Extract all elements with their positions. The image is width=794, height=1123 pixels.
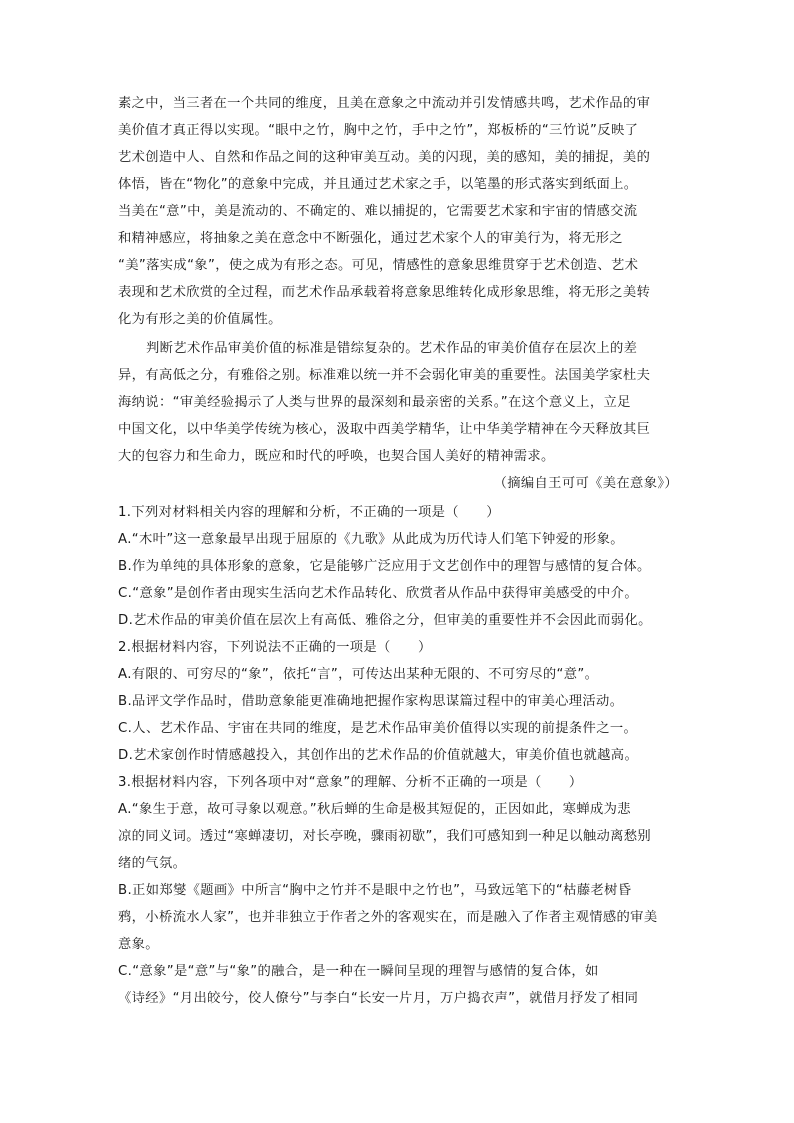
passage-line: 异，有高低之分，有雅俗之别。标准难以统一并不会弱化审美的重要性。法国美学家杜夫 bbox=[118, 368, 651, 383]
question-line: B.正如郑燮《题画》中所言“胸中之竹并不是眼中之竹也”，马致远笔下的“枯藤老树昏 bbox=[118, 883, 632, 898]
passage-line: 海纳说：“审美经验揭示了人类与世界的最深刻和最亲密的关系。”在这个意义上，立足 bbox=[118, 395, 631, 410]
passage-line: 素之中，当三者在一个共同的维度，且美在意象之中流动并引发情感共鸣，艺术作品的审 bbox=[118, 96, 651, 111]
passage-line: 当美在“意”中，美是流动的、不确定的、难以捕捉的，它需要艺术家和宇宙的情感交流 bbox=[118, 204, 638, 219]
question-line: 2.根据材料内容，下列说法不正确的一项是（ ） bbox=[118, 640, 432, 655]
passage-line: 艺术创造中人、自然和作品之间的这种审美互动。美的闪现，美的感知，美的捕捉，美的 bbox=[118, 150, 651, 165]
source-citation: （摘编自王可可《美在意象》） bbox=[493, 476, 678, 491]
passage-line: 表现和艺术欣赏的全过程，而艺术作品承载着将意象思维转化成形象思维，将无形之美转 bbox=[118, 285, 651, 300]
question-line: 意象。 bbox=[118, 937, 159, 952]
passage-line: 体悟，皆在“物化”的意象中完成，并且通过艺术家之手，以笔墨的形式落实到纸面上。 bbox=[118, 177, 638, 192]
question-line: 《诗经》“月出皎兮，佼人僚兮”与李白“长安一片月，万户捣衣声”，就借月抒发了相同 bbox=[118, 991, 639, 1006]
passage-line: 和精神感应，将抽象之美在意念中不断强化，通过艺术家个人的审美行为，将无形之 bbox=[118, 231, 623, 246]
question-line: 鸦，小桥流水人家”，也并非独立于作者之外的客观实在，而是融入了作者主观情感的审美 bbox=[118, 910, 658, 925]
question-line: A.有限的、可穷尽的“象”，依托“言”，可传达出某种无限的、不可穷尽的“意”。 bbox=[118, 667, 599, 682]
question-line: C.“意象”是创作者由现实生活向艺术作品转化、欣赏者从作品中获得审美感受的中介。 bbox=[118, 586, 638, 601]
question-line: B.品评文学作品时，借助意象能更准确地把握作家构思谋篇过程中的审美心理活动。 bbox=[118, 694, 624, 709]
question-line: A.“象生于意，故可寻象以观意。”秋后蝉的生命是极其短促的，正因如此，寒蝉成为悲 bbox=[118, 802, 631, 817]
question-line: B.作为单纯的具体形象的意象，它是能够广泛应用于文艺创作中的理智与感情的复合体。 bbox=[118, 559, 651, 574]
question-line: D.艺术家创作时情感越投入，其创作出的艺术作品的价值就越大，审美价值也就越高。 bbox=[118, 748, 639, 763]
question-line: C.人、艺术作品、宇宙在共同的维度，是艺术作品审美价值得以实现的前提条件之一。 bbox=[118, 721, 638, 736]
passage-line: 美价值才真正得以实现。“眼中之竹，胸中之竹，手中之竹”，郑板桥的“三竹说”反映了 bbox=[118, 123, 639, 138]
question-line: C.“意象”是“意”与“象”的融合，是一种在一瞬间呈现的理智与感情的复合体，如 bbox=[118, 964, 599, 979]
passage-line: 判断艺术作品审美价值的标准是错综复杂的。艺术作品的审美价值存在层次上的差 bbox=[146, 341, 638, 356]
question-line: 3.根据材料内容，下列各项中对“意象”的理解、分析不正确的一项是（ ） bbox=[118, 775, 583, 790]
passage-line: “美”落实成“象”，使之成为有形之态。可见，情感性的意象思维贯穿于艺术创造、艺术 bbox=[118, 258, 639, 273]
question-line: 凉的同义词。透过“寒蝉凄切，对长亭晚，骤雨初歇”，我们可感知到一种足以触动离愁别 bbox=[118, 829, 652, 844]
question-line: 绪的气氛。 bbox=[118, 856, 187, 871]
passage-line: 大的包容力和生命力，既应和时代的呼唤，也契合国人美好的精神需求。 bbox=[118, 449, 555, 464]
question-line: A.“木叶”这一意象最早出现于屈原的《九歌》从此成为历代诗人们笔下钟爱的形象。 bbox=[118, 532, 624, 547]
passage-line: 化为有形之美的价值属性。 bbox=[118, 312, 282, 327]
question-line: D.艺术作品的审美价值在层次上有高低、雅俗之分，但审美的重要性并不会因此而弱化。 bbox=[118, 613, 652, 628]
question-line: 1.下列对材料相关内容的理解和分析，不正确的一项是（ ） bbox=[118, 505, 500, 520]
passage-line: 中国文化，以中华美学传统为核心，汲取中西美学精华，让中华美学精神在今天释放其巨 bbox=[118, 422, 651, 437]
